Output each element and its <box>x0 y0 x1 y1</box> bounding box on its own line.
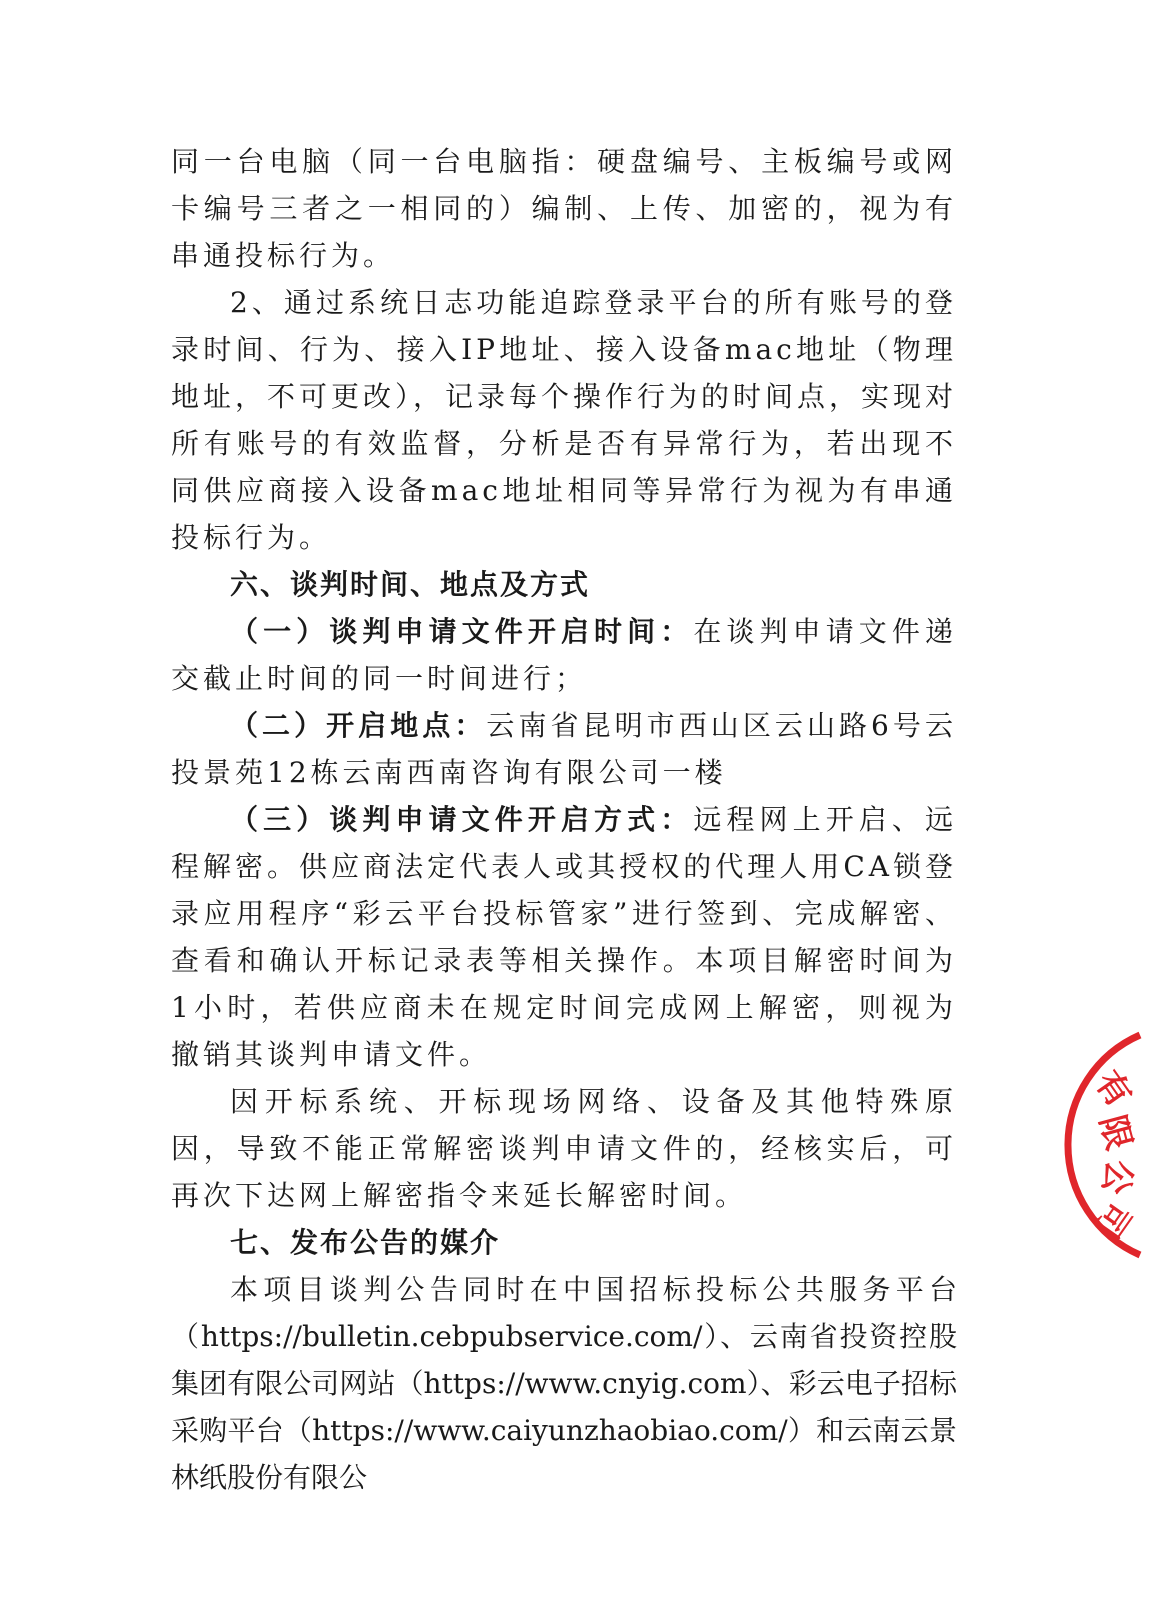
section-heading-6: 六、谈判时间、地点及方式 <box>230 568 591 601</box>
item2-text: 云南省昆明市西山区云山路6号云投景苑12栋云南西南咨询有限公司一楼 <box>171 709 957 789</box>
item3-label: （三）谈判申请文件开启方式： <box>230 803 694 836</box>
svg-text:司: 司 <box>1086 1193 1139 1245</box>
item3-text: 远程网上开启、远程解密。供应商法定代表人或其授权的代理人用CA锁登录应用程序“彩云平台投标管家”进行签到、完成解密、查看和确认开标记录表等相关操作。本项目解密时间为1小时，若供应商未在规定时间完成网上解密，则视为撤销其谈判申请文件。 <box>171 803 957 1071</box>
svg-text:限: 限 <box>1091 1111 1139 1155</box>
document-body <box>171 138 957 1501</box>
svg-text:有: 有 <box>1086 1063 1140 1115</box>
section6-item-2 <box>171 702 957 796</box>
item1-label: （一）谈判申请文件开启时间： <box>230 615 694 648</box>
svg-text:公: 公 <box>1094 1156 1140 1198</box>
item1-text: 在谈判申请文件递交截止时间的同一时间进行； <box>171 615 957 695</box>
section6-note: 因开标系统、开标现场网络、设备及其他特殊原因，导致不能正常解密谈判申请文件的，经核实后，可再次下达网上解密指令来延长解密时间。 <box>171 1085 957 1212</box>
paragraph-mac-tracking: 2、通过系统日志功能追踪登录平台的所有账号的登录时间、行为、接入IP地址、接入设备mac地址（物理地址，不可更改），记录每个操作行为的时间点，实现对所有账号的有效监督，分析是否有异常行为，若出现不同供应商接入设备mac地址相同等异常行为视为有串通投标行为。 <box>171 286 958 554</box>
company-seal-stamp <box>1080 1030 1160 1260</box>
paragraph-continuation: 同一台电脑（同一台电脑指：硬盘编号、主板编号或网卡编号三者之一相同的）编制、上传、加密的，视为有串通投标行为。 <box>171 145 957 272</box>
section6-item-3 <box>171 796 957 1078</box>
section-heading-7: 七、发布公告的媒介 <box>230 1226 501 1259</box>
item2-label: （二）开启地点： <box>230 709 487 742</box>
section7-text: 本项目谈判公告同时在中国招标投标公共服务平台（https://bulletin.cebpubservice.com/）、云南省投资控股集团有限公司网站（https://www.cnyig.com）、彩云电子招标采购平台（https://www.caiyunzhaobiao.com/）和云南云景林纸股份有限公 <box>171 1273 957 1494</box>
section6-item-1 <box>171 608 957 702</box>
